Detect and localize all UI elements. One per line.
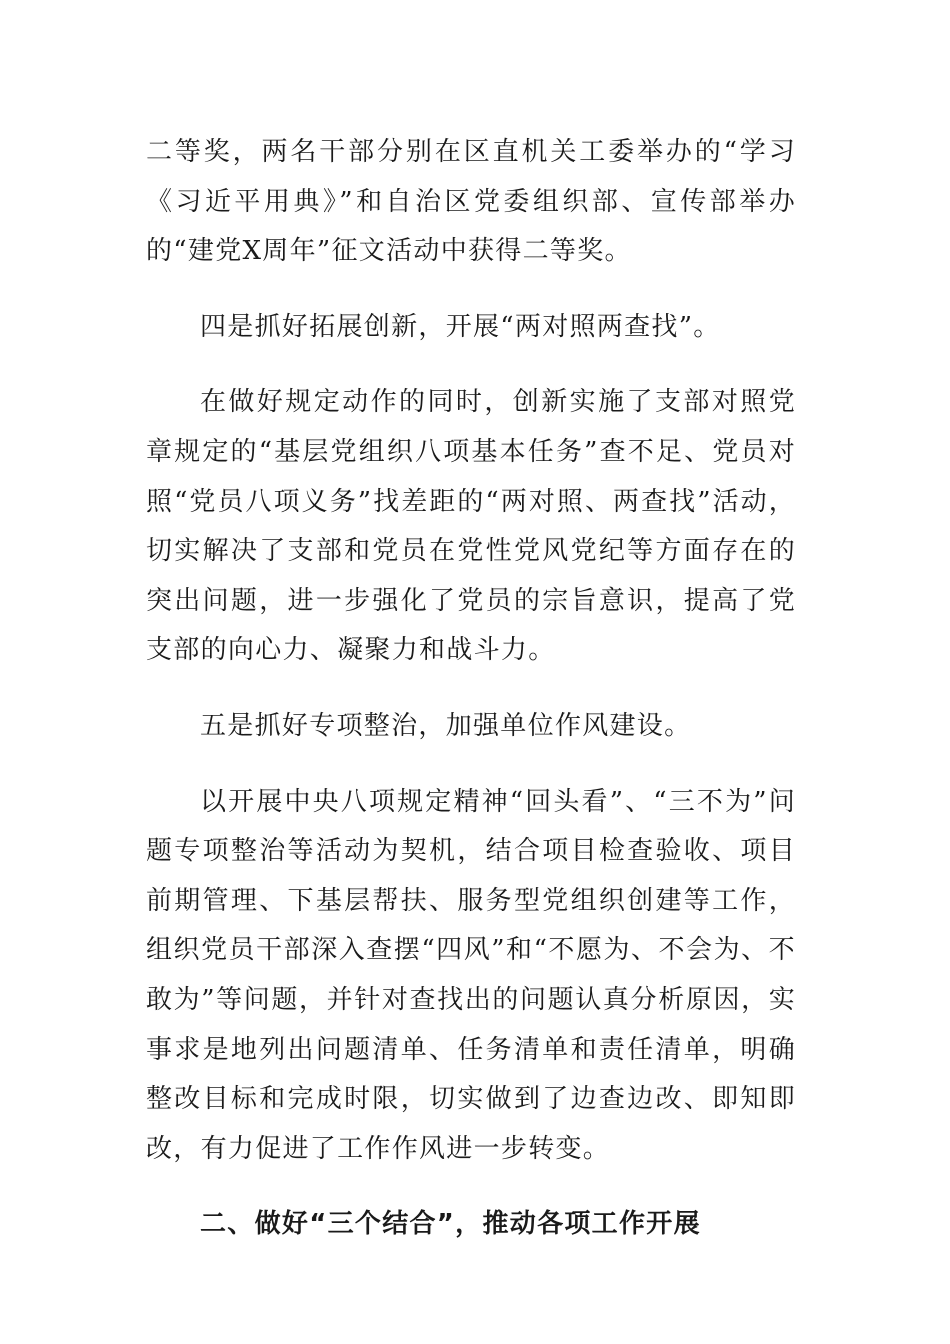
paragraph-item-five-title: 五是抓好专项整治，加强单位作风建设。: [200, 710, 692, 741]
paragraph-item-four-title: 四是抓好拓展创新，开展“两对照两查找”。: [200, 311, 721, 342]
document-body: [146, 128, 796, 1250]
paragraph-spacer: [146, 277, 796, 303]
paragraph-spacer: [146, 676, 796, 702]
paragraph-item-five-body: 以开展中央八项规定精神“回头看”、“三不为”问题专项整治等活动为契机，结合项目检查验收、项目前期管理、下基层帮扶、服务型党组织创建等工作，组织党员干部深入查摆“四风”和“不愿为、不会为、不敢为”等问题，并针对查找出的问题认真分析原因，实事求是地列出问题清单、任务清单和责任清单，明确整改目标和完成时限，切实做到了边查边改、即知即改，有力促进了工作作风进一步转变。: [146, 786, 796, 1164]
paragraph-spacer: [146, 752, 796, 778]
paragraph-award-continuation: 二等奖，两名干部分别在区直机关工委举办的“学习《习近平用典》”和自治区党委组织部、宣传部举办的“建党X周年”征文活动中获得二等奖。: [146, 137, 796, 267]
section-heading: 二、做好“三个结合”，推动各项工作开展: [200, 1209, 701, 1240]
paragraph-item-four-body: 在做好规定动作的同时，创新实施了支部对照党章规定的“基层党组织八项基本任务”查不足、党员对照“党员八项义务”找差距的“两对照、两查找”活动，切实解决了支部和党员在党性党风党纪等方面存在的突出问题，进一步强化了党员的宗旨意识，提高了党支部的向心力、凝聚力和战斗力。: [146, 387, 796, 666]
paragraph-spacer: [146, 352, 796, 378]
paragraph-spacer: [146, 1174, 796, 1200]
